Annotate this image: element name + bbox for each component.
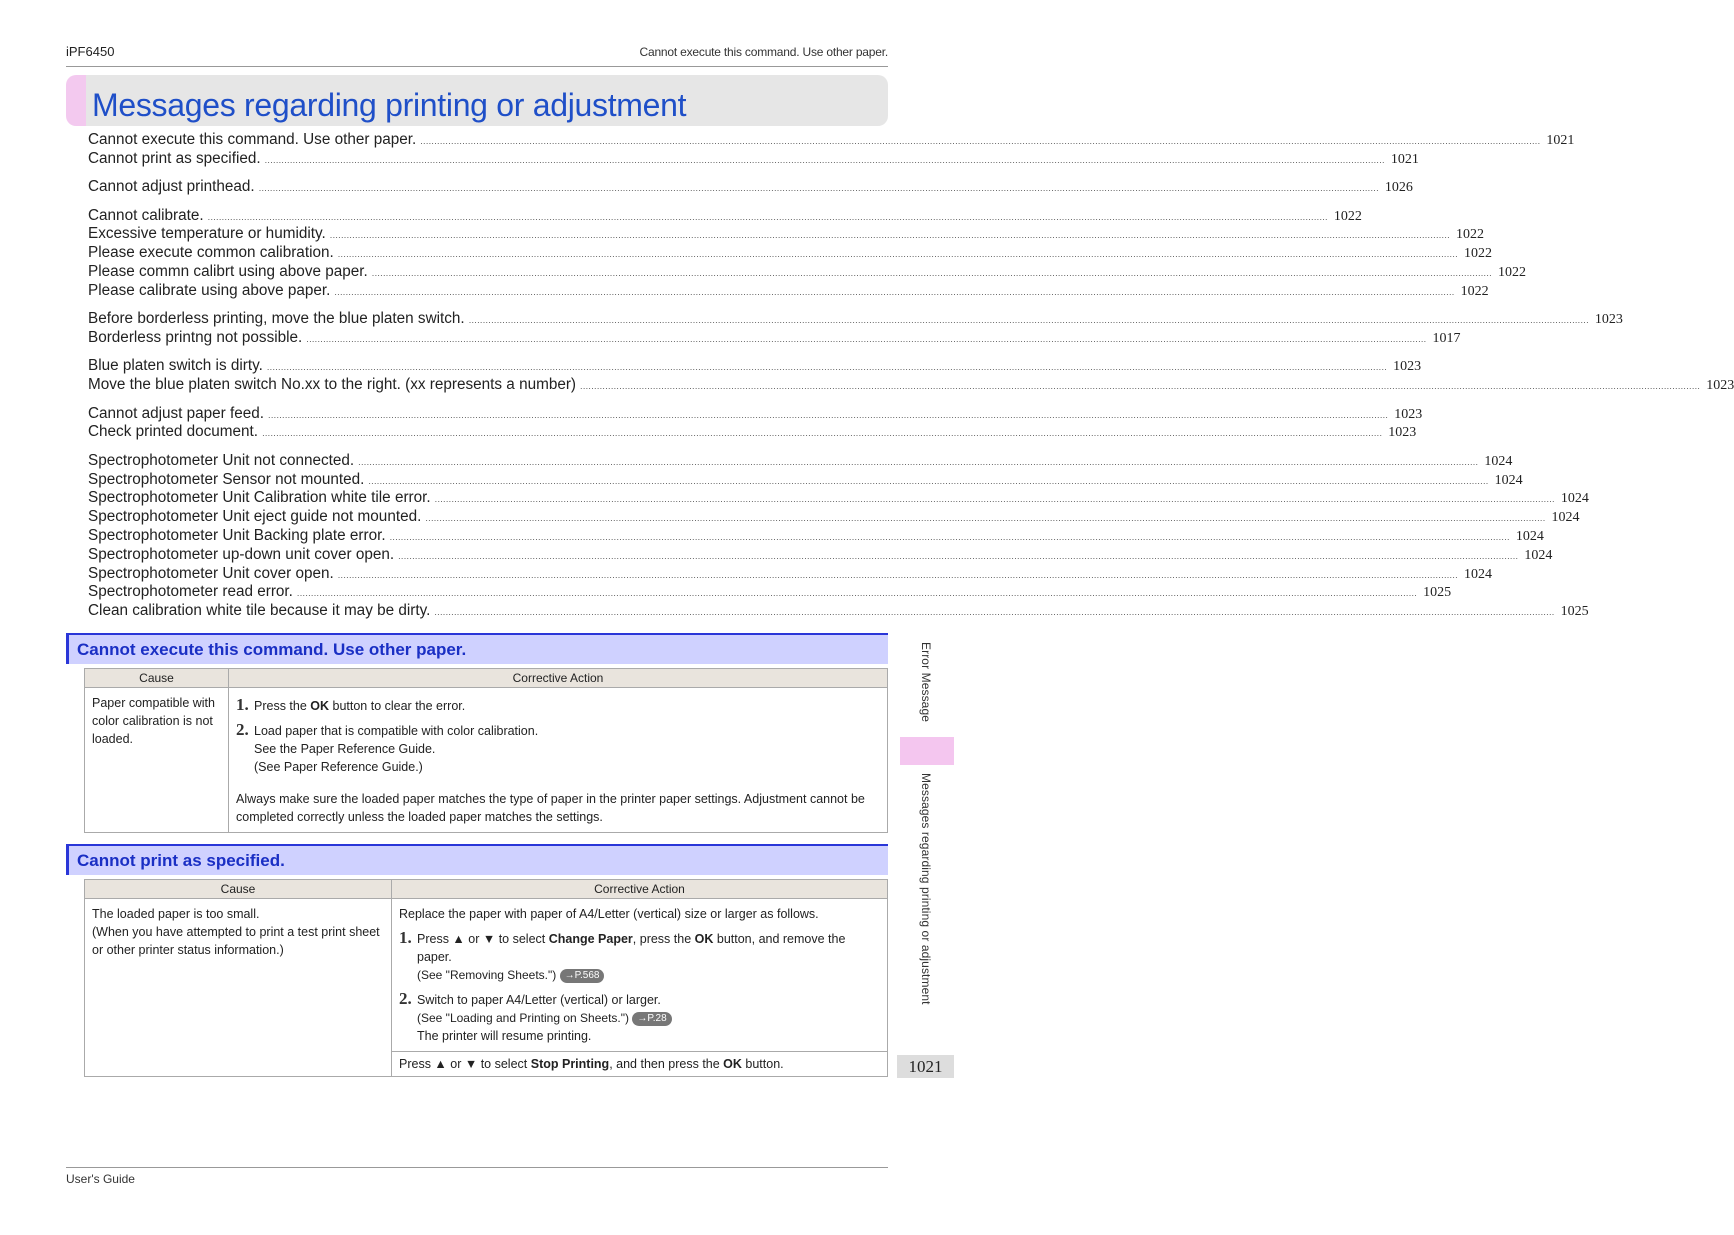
- toc-entry-page: 1021: [1390, 151, 1419, 167]
- toc-entry[interactable]: [88, 545, 1553, 565]
- toc-entry[interactable]: [88, 281, 1489, 301]
- toc-entry[interactable]: [88, 357, 1422, 376]
- toc-entry-title: Borderless printng not possible.: [88, 328, 303, 346]
- toc: [88, 131, 1734, 630]
- toc-leader: ................................................................................................................................................................................................................................................................................................................................................................................................................: [329, 230, 1450, 241]
- toc-group: [88, 451, 1589, 621]
- note-text: Always make sure the loaded paper matches the type of paper in the printer paper settings. Adjustment cannot be completed correctly unless the loaded paper matches the settings.: [236, 792, 865, 824]
- toc-entry-page: 1024: [1560, 491, 1589, 507]
- toc-leader: ................................................................................................................................................................................................................................................................................................................................................................................................................: [337, 569, 1458, 580]
- toc-entry[interactable]: [88, 451, 1513, 471]
- ok-key: OK: [694, 932, 714, 946]
- toc-entry-title: Before borderless printing, move the blue platen switch.: [88, 310, 465, 328]
- toc-leader: ................................................................................................................................................................................................................................................................................................................................................................................................................: [334, 286, 1455, 297]
- section-heading: Cannot print as specified.: [77, 851, 285, 870]
- toc-entry[interactable]: [88, 178, 1413, 197]
- toc-leader: ................................................................................................................................................................................................................................................................................................................................................................................................................: [434, 607, 1555, 618]
- header-rule: [66, 66, 888, 67]
- toc-entry[interactable]: [88, 376, 1734, 395]
- toc-entry[interactable]: [88, 508, 1580, 527]
- change-paper-menu: Change Paper: [548, 932, 633, 946]
- toc-entry-page: 1022: [1497, 264, 1526, 280]
- toc-entry[interactable]: [88, 423, 1417, 442]
- toc-entry[interactable]: [88, 564, 1492, 584]
- toc-leader: ................................................................................................................................................................................................................................................................................................................................................................................................................: [371, 267, 1492, 278]
- step-detail: (See Paper Reference Guide.): [254, 760, 423, 774]
- step-1: [399, 929, 880, 966]
- toc-entry-page: 1023: [1594, 312, 1623, 328]
- section-heading-bar: [66, 844, 888, 875]
- toc-entry-page: 1022: [1463, 246, 1492, 262]
- toc-entry-title: Please commn calibrt using above paper.: [88, 262, 368, 280]
- toc-leader: ................................................................................................................................................................................................................................................................................................................................................................................................................: [262, 428, 1383, 439]
- toc-leader: ................................................................................................................................................................................................................................................................................................................................................................................................................: [398, 550, 1519, 561]
- page-title: Messages regarding printing or adjustment: [92, 87, 687, 123]
- step-detail: The printer will resume printing.: [417, 1029, 592, 1043]
- step-text: , press the: [632, 932, 695, 946]
- toc-entry-title: Spectrophotometer read error.: [88, 583, 293, 601]
- toc-entry-page: 1023: [1706, 378, 1734, 394]
- toc-leader: ................................................................................................................................................................................................................................................................................................................................................................................................................: [468, 315, 1589, 326]
- header-model: iPF6450: [66, 44, 115, 59]
- toc-entry-page: 1025: [1560, 604, 1589, 620]
- error-table: [84, 668, 888, 833]
- action-cell: [392, 899, 888, 1052]
- toc-entry-page: 1023: [1393, 359, 1422, 375]
- toc-entry-page: 1024: [1494, 472, 1523, 488]
- toc-entry-page: 1025: [1423, 585, 1452, 601]
- page-number: 1021: [897, 1055, 954, 1078]
- toc-entry-page: 1022: [1460, 283, 1489, 299]
- toc-leader: ................................................................................................................................................................................................................................................................................................................................................................................................................: [425, 513, 1546, 524]
- side-tab-chapter: Error Message: [919, 642, 933, 722]
- toc-entry-title: Spectrophotometer up-down unit cover open.: [88, 545, 395, 563]
- toc-entry[interactable]: [88, 328, 1461, 348]
- toc-entry-page: 1024: [1524, 547, 1553, 563]
- step-see: [417, 1009, 880, 1027]
- side-tab-section: Messages regarding printing or adjustment: [919, 773, 933, 1005]
- toc-entry-title: Cannot execute this command. Use other paper.: [88, 131, 417, 148]
- col-cause: Cause: [85, 880, 392, 899]
- toc-entry-title: Cannot print as specified.: [88, 149, 261, 167]
- toc-entry[interactable]: [88, 404, 1423, 424]
- toc-entry-page: 1022: [1333, 208, 1362, 224]
- action-cell: [229, 688, 888, 833]
- toc-entry-title: Spectrophotometer Unit not connected.: [88, 451, 355, 469]
- toc-entry-title: Move the blue platen switch No.xx to the right. (xx represents a number): [88, 376, 577, 394]
- footer-text: User's Guide: [66, 1172, 135, 1186]
- toc-entry-title: Cannot adjust printhead.: [88, 178, 255, 196]
- toc-group: [88, 131, 1575, 169]
- toc-entry-page: 1023: [1394, 406, 1423, 422]
- toc-leader: ................................................................................................................................................................................................................................................................................................................................................................................................................: [264, 154, 1385, 165]
- toc-group: [88, 310, 1623, 348]
- col-cause: Cause: [85, 669, 229, 688]
- toc-leader: ................................................................................................................................................................................................................................................................................................................................................................................................................: [266, 362, 1388, 373]
- toc-entry[interactable]: [88, 602, 1589, 621]
- section-heading: Cannot execute this command. Use other paper.: [77, 640, 467, 659]
- step-number: 1.: [236, 695, 249, 714]
- toc-leader: ................................................................................................................................................................................................................................................................................................................................................................................................................: [306, 333, 1427, 344]
- toc-entry-page: 1022: [1455, 227, 1484, 243]
- toc-entry[interactable]: [88, 149, 1419, 169]
- intro-text: Replace the paper with paper of A4/Letter (vertical) size or larger as follows.: [399, 907, 819, 921]
- toc-leader: ................................................................................................................................................................................................................................................................................................................................................................................................................: [258, 183, 1379, 194]
- alt-action-cell: [392, 1052, 888, 1077]
- toc-leader: ................................................................................................................................................................................................................................................................................................................................................................................................................: [434, 494, 1555, 505]
- toc-entry-title: Excessive temperature or humidity.: [88, 225, 326, 243]
- step-text: button, and remove the paper.: [417, 932, 846, 964]
- toc-group: [88, 404, 1423, 443]
- step-1: [236, 696, 880, 715]
- toc-entry-title: Blue platen switch is dirty.: [88, 357, 263, 375]
- toc-leader: ................................................................................................................................................................................................................................................................................................................................................................................................................: [296, 588, 1418, 599]
- toc-entry-title: Please execute common calibration.: [88, 244, 334, 262]
- toc-entry-title: Cannot adjust paper feed.: [88, 404, 265, 422]
- error-table: [84, 879, 888, 1077]
- see-text: (See "Removing Sheets."): [417, 968, 557, 982]
- step-number: 1.: [399, 928, 412, 947]
- toc-entry[interactable]: [88, 131, 1575, 150]
- toc-leader: ................................................................................................................................................................................................................................................................................................................................................................................................................: [268, 409, 1389, 420]
- toc-entry[interactable]: [88, 225, 1484, 244]
- toc-entry[interactable]: [88, 583, 1452, 602]
- step-see: [417, 966, 880, 984]
- step-text: button.: [741, 1057, 784, 1071]
- side-tab-marker: [900, 737, 954, 765]
- step-text: Load paper that is compatible with color calibration.: [254, 724, 539, 738]
- section-heading-bar: [66, 633, 888, 664]
- toc-entry-title: Clean calibration white tile because it may be dirty.: [88, 602, 431, 620]
- step-text: Press ▲ or ▼ to select: [399, 1057, 531, 1071]
- toc-entry[interactable]: [88, 310, 1623, 329]
- toc-leader: ................................................................................................................................................................................................................................................................................................................................................................................................................: [337, 249, 1458, 260]
- toc-entry-page: 1021: [1546, 133, 1575, 148]
- step-text: Press ▲ or ▼ to select: [417, 932, 549, 946]
- col-action: Corrective Action: [229, 669, 888, 688]
- toc-entry-page: 1026: [1384, 180, 1413, 196]
- step-number: 2.: [236, 720, 249, 739]
- step-text: button to clear the error.: [329, 699, 466, 713]
- toc-entry[interactable]: [88, 526, 1544, 546]
- toc-group: [88, 357, 1734, 395]
- toc-entry-page: 1024: [1484, 453, 1513, 469]
- toc-entry-page: 1024: [1463, 566, 1492, 582]
- header-section-title: Cannot execute this command. Use other paper.: [639, 45, 888, 59]
- step-text: , and then press the: [609, 1057, 724, 1071]
- toc-entry-title: Spectrophotometer Unit cover open.: [88, 564, 334, 582]
- step-2: [236, 721, 880, 740]
- step-text: Press the: [254, 699, 311, 713]
- toc-leader: ................................................................................................................................................................................................................................................................................................................................................................................................................: [207, 211, 1328, 222]
- cause-cell: Paper compatible with color calibration is not loaded.: [85, 688, 229, 833]
- toc-leader: ................................................................................................................................................................................................................................................................................................................................................................................................................: [420, 136, 1541, 146]
- col-action: Corrective Action: [392, 880, 888, 899]
- toc-entry-title: Please calibrate using above paper.: [88, 281, 331, 299]
- step-text: Switch to paper A4/Letter (vertical) or larger.: [417, 993, 661, 1007]
- step-detail: See the Paper Reference Guide.: [254, 742, 436, 756]
- ok-key: OK: [310, 699, 330, 713]
- toc-entry[interactable]: [88, 489, 1589, 508]
- toc-entry-title: Spectrophotometer Unit Calibration white tile error.: [88, 489, 431, 507]
- toc-entry-title: Spectrophotometer Sensor not mounted.: [88, 470, 365, 488]
- toc-entry[interactable]: [88, 262, 1526, 282]
- toc-entry-title: Spectrophotometer Unit Backing plate error.: [88, 526, 386, 544]
- step-number: 2.: [399, 989, 412, 1008]
- toc-leader: ................................................................................................................................................................................................................................................................................................................................................................................................................: [580, 381, 1701, 392]
- toc-leader: ................................................................................................................................................................................................................................................................................................................................................................................................................: [389, 531, 1510, 542]
- toc-entry-title: Cannot calibrate.: [88, 206, 204, 224]
- toc-entry-page: 1024: [1515, 528, 1544, 544]
- toc-entry[interactable]: [88, 206, 1362, 226]
- toc-entry[interactable]: [88, 470, 1523, 490]
- page-link[interactable]: →P.28: [632, 1012, 671, 1026]
- toc-entry-page: 1023: [1388, 425, 1417, 441]
- toc-leader: ................................................................................................................................................................................................................................................................................................................................................................................................................: [368, 475, 1489, 486]
- page-link[interactable]: →P.568: [560, 969, 605, 983]
- toc-group: [88, 178, 1413, 197]
- toc-leader: ................................................................................................................................................................................................................................................................................................................................................................................................................: [358, 456, 1479, 467]
- see-text: (See "Loading and Printing on Sheets."): [417, 1011, 629, 1025]
- step-2: [399, 990, 880, 1009]
- ok-key: OK: [723, 1057, 742, 1071]
- title-band: [66, 75, 888, 126]
- toc-entry-page: 1017: [1432, 330, 1461, 346]
- footer-rule: [66, 1167, 888, 1168]
- toc-entry-page: 1024: [1551, 510, 1580, 526]
- toc-entry[interactable]: [88, 244, 1492, 263]
- toc-entry-title: Spectrophotometer Unit eject guide not mounted.: [88, 508, 422, 526]
- stop-printing-menu: Stop Printing: [530, 1057, 610, 1071]
- toc-group: [88, 206, 1526, 301]
- cause-cell: The loaded paper is too small. (When you have attempted to print a test print sheet or other printer status information.): [85, 899, 392, 1077]
- toc-entry-title: Check printed document.: [88, 423, 259, 441]
